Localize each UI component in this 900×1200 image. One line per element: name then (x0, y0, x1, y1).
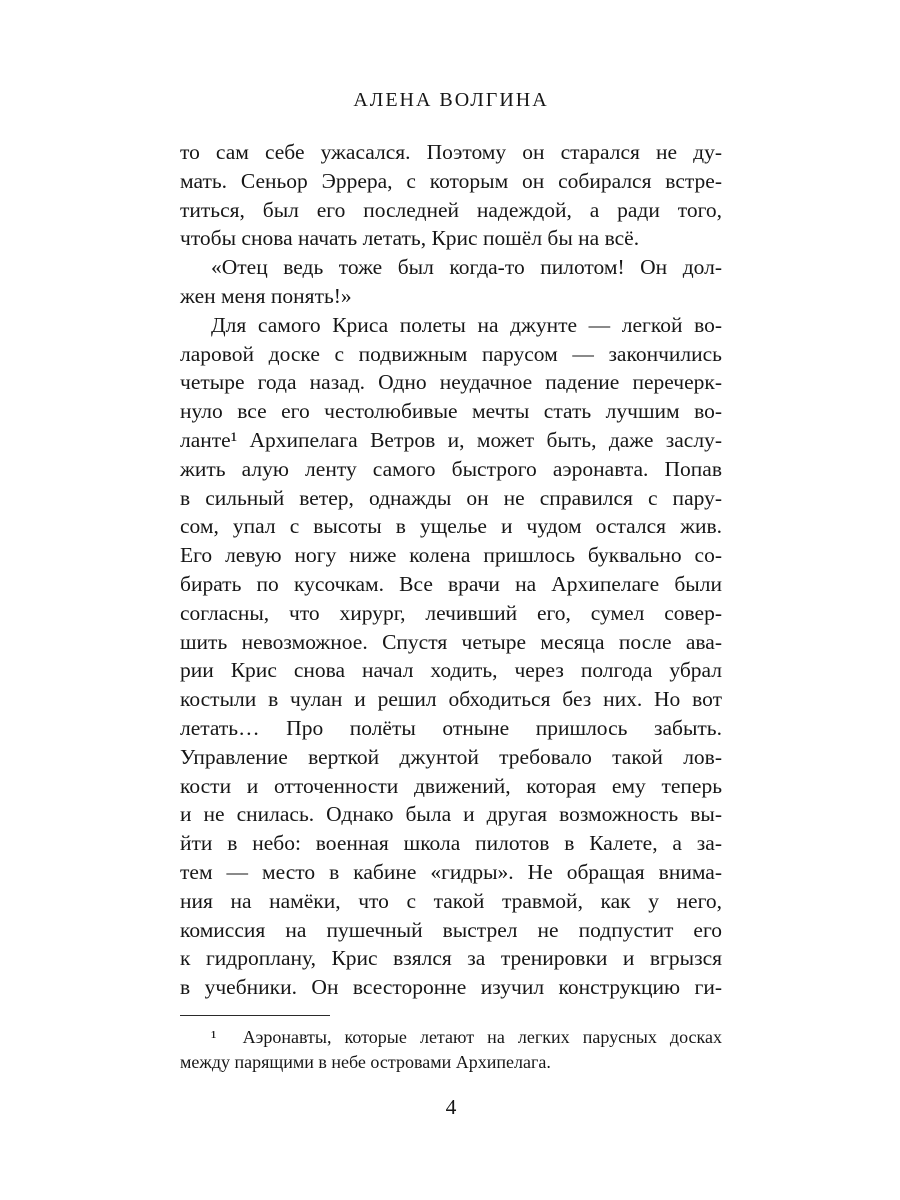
text-line: жить алую ленту самого быстрого аэронавта. Попав (180, 456, 722, 481)
text-line: шить невозможное. Спустя четыре месяца после ава- (180, 629, 722, 654)
text-line: костыли в чулан и решил обходиться без них. Но вот (180, 687, 722, 712)
text-line: Для самого Криса полеты на джунте — легкой во- (211, 312, 722, 337)
paragraph (180, 253, 722, 311)
paragraph (180, 311, 722, 1002)
footnote-divider (180, 1015, 330, 1016)
author-header: АЛЕНА ВОЛГИНА (353, 89, 549, 111)
paragraph (180, 138, 722, 253)
text-line: в сильный ветер, однажды он не справился с пару- (180, 485, 722, 510)
text-line: жен меня понять!» (180, 283, 352, 308)
text-line: и не снилась. Однако была и другая возможность вы- (180, 802, 722, 827)
text-line: йти в небо: военная школа пилотов в Калете, а за- (180, 831, 722, 856)
footnote (180, 1015, 722, 1076)
text-line: то сам себе ужасался. Поэтому он старался не ду- (180, 140, 722, 164)
footnote-line: ¹ Аэронавты, которые летают на легких парусных досках (211, 1026, 722, 1047)
text-line: к гидроплану, Крис взялся за тренировки и вгрызся (180, 946, 722, 971)
text-line: в учебники. Он всесторонне изучил конструкцию ги- (180, 975, 722, 1000)
text-line: летать… Про полёты отныне пришлось забыть. (180, 715, 722, 740)
text-line: ния на намёки, что с такой травмой, как у него, (180, 888, 722, 913)
text-line: ларовой доске с подвижным парусом — закончились (180, 341, 722, 366)
page-number: 4 (445, 1094, 457, 1119)
text-line: Управление верткой джунтой требовало такой лов- (180, 744, 722, 769)
text-line: комиссия на пушечный выстрел не подпустит его (180, 917, 722, 942)
text-line: сом, упал с высоты в ущелье и чудом остался жив. (180, 514, 722, 539)
book-text (180, 138, 722, 1002)
text-line: тем — место в кабине «гидры». Не обращая внима- (180, 859, 722, 884)
text-line: согласны, что хирург, лечивший его, сумел совер- (180, 600, 722, 625)
text-line: четыре года назад. Одно неудачное падение перечерк- (180, 370, 722, 395)
text-line: нуло все его честолюбивые мечты стать лучшим во- (180, 399, 722, 424)
text-line: кости и отточенности движений, которая ему теперь (180, 773, 722, 798)
text-line: титься, был его последней надеждой, а ради того, (180, 197, 722, 222)
text-line: ланте¹ Архипелага Ветров и, может быть, даже заслу- (180, 427, 722, 452)
footnote-line: между парящими в небе островами Архипелага. (180, 1052, 551, 1073)
text-line: Его левую ногу ниже колена пришлось буквально со- (180, 543, 722, 568)
text-line: бирать по кусочкам. Все врачи на Архипелаге были (180, 571, 722, 596)
text-line: «Отец ведь тоже был когда-то пилотом! Он дол- (211, 255, 722, 280)
footnote-lines (180, 1025, 722, 1076)
text-line: мать. Сеньор Эррера, с которым он собирался встре- (180, 168, 722, 193)
text-line: рии Крис снова начал ходить, через полгода убрал (180, 658, 722, 683)
text-line: чтобы снова начать летать, Крис пошёл бы на всё. (180, 226, 640, 251)
